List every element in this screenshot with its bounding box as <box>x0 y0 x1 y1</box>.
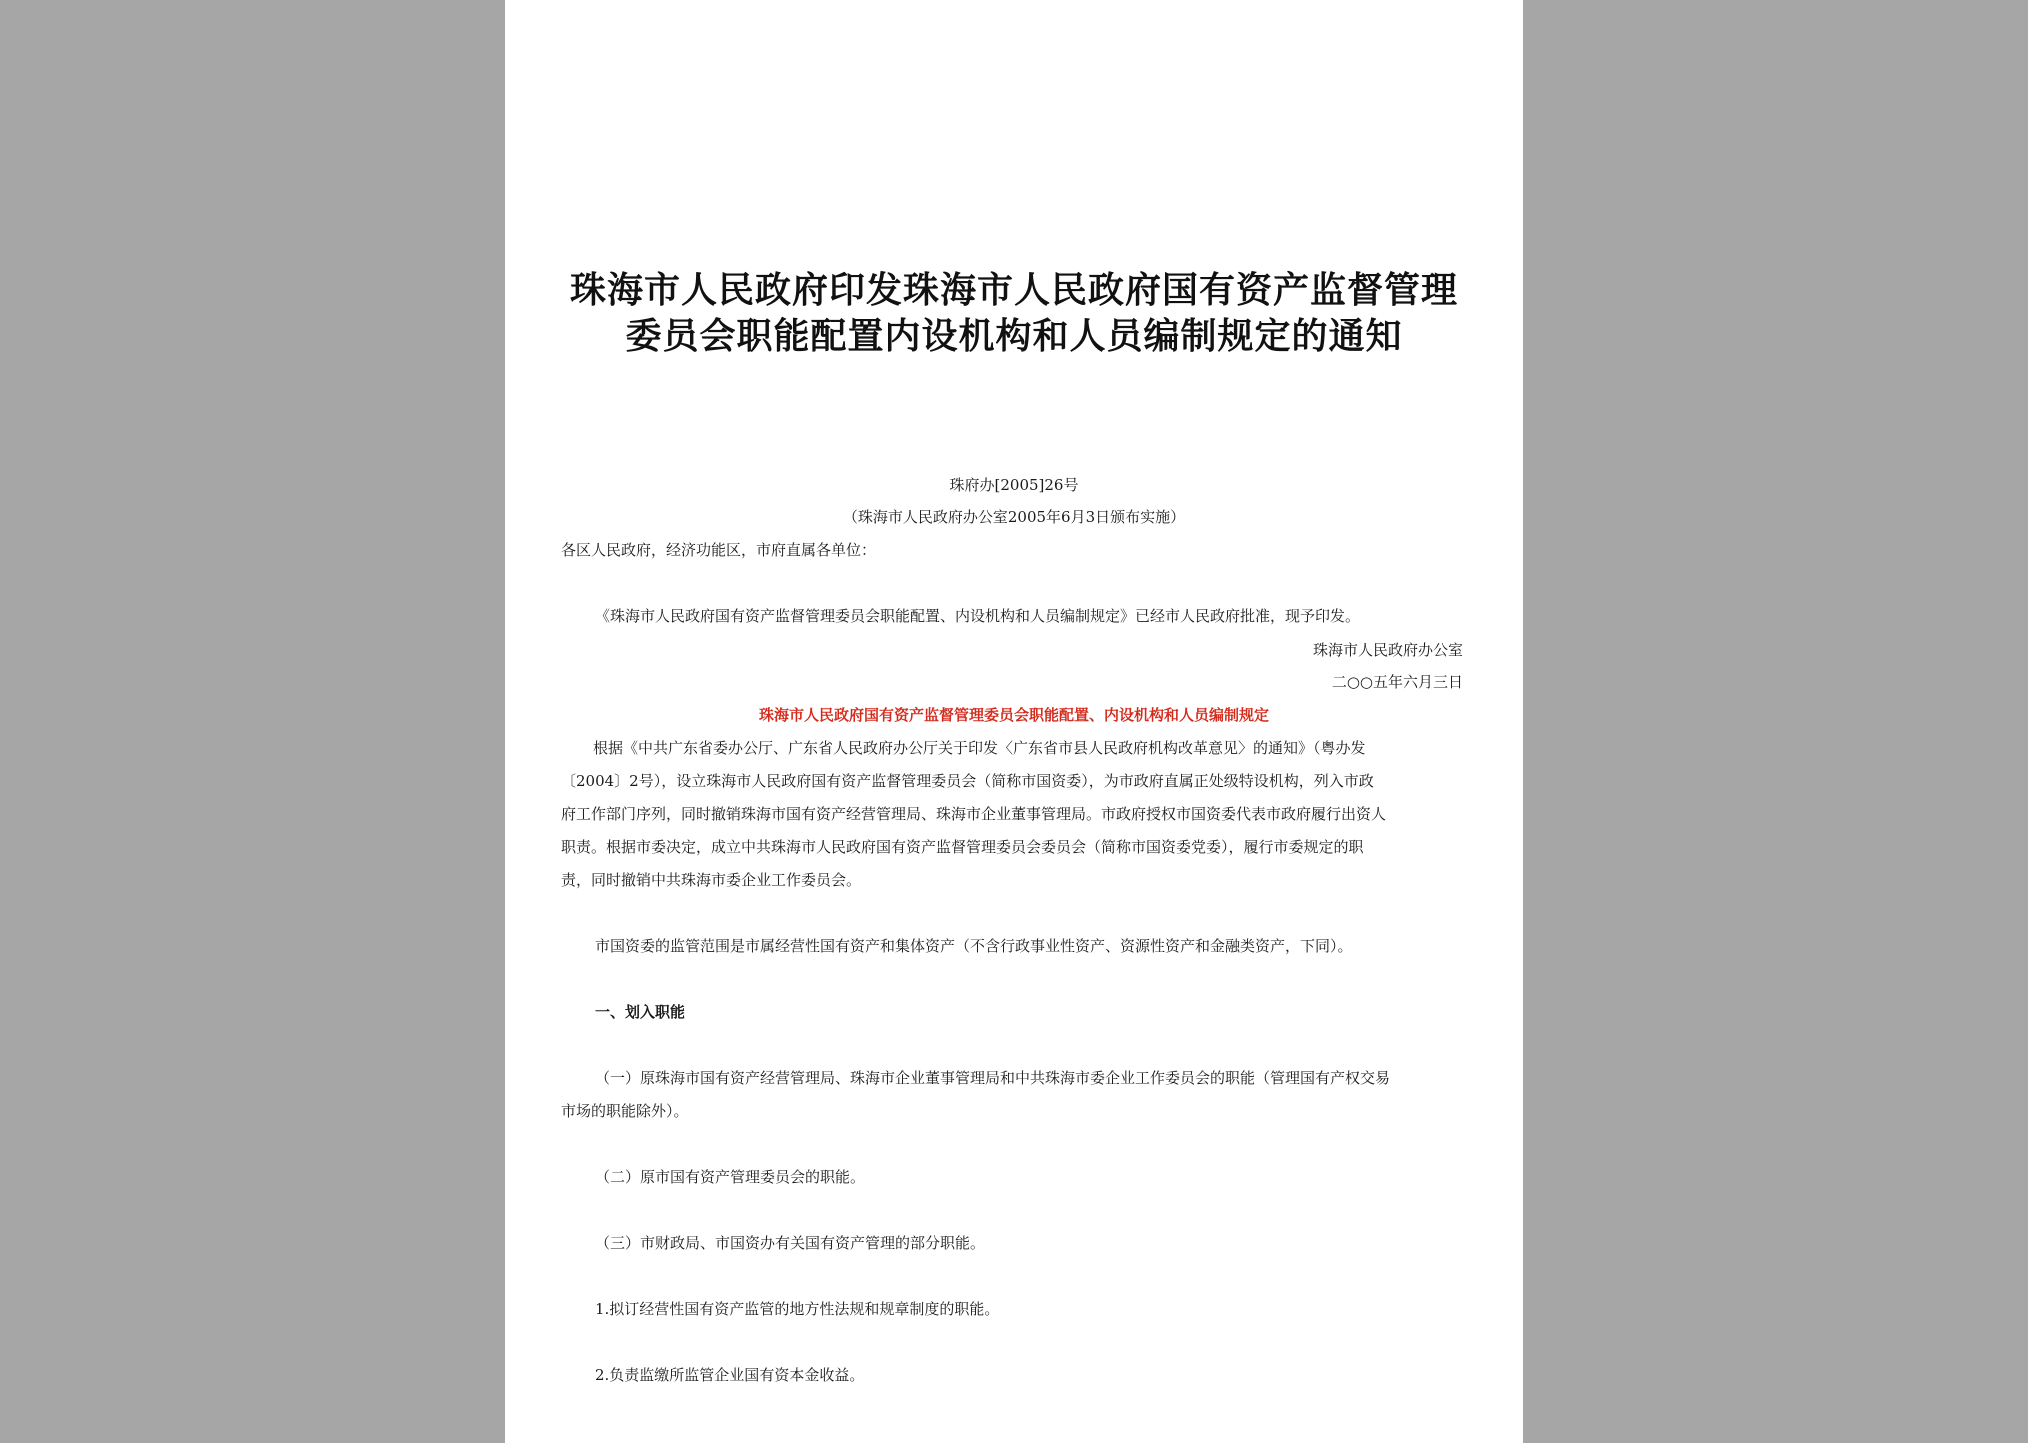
sub-item-2: 2.负责监缴所监管企业国有资本金收益。 <box>595 1366 865 1384</box>
item-3: （三）市财政局、市国资办有关国有资产管理的部分职能。 <box>595 1234 986 1252</box>
issue-date: 二○○五年六月三日 <box>1331 673 1463 691</box>
document-title-line-1: 珠海市人民政府印发珠海市人民政府国有资产监督管理 <box>569 269 1458 311</box>
document-title-line-2: 委员会职能配置内设机构和人员编制规定的通知 <box>625 315 1403 357</box>
para1-line-2: 〔2004〕2号），设立珠海市人民政府国有资产监督管理委员会（简称市国资委），为市政府直属正处级特设机构，列入市政 <box>561 772 1374 790</box>
regulation-subtitle: 珠海市人民政府国有资产监督管理委员会职能配置、内设机构和人员编制规定 <box>758 706 1269 724</box>
addressee: 各区人民政府，经济功能区，市府直属各单位： <box>561 541 877 559</box>
issuer-signature: 珠海市人民政府办公室 <box>1312 641 1463 659</box>
item-1-line-1: （一）原珠海市国有资产经营管理局、珠海市企业董事管理局和中共珠海市委企业工作委员会的职能（管理国有产权交易 <box>595 1069 1391 1087</box>
item-2: （二）原市国有资产管理委员会的职能。 <box>595 1168 866 1186</box>
sub-item-1: 1.拟订经营性国有资产监管的地方性法规和规章制度的职能。 <box>595 1300 1000 1318</box>
para1-line-3: 府工作部门序列，同时撤销珠海市国有资产经营管理局、珠海市企业董事管理局。市政府授权市国资委代表市政府履行出资人 <box>561 805 1387 823</box>
para1-line-4: 职责。根据市委决定，成立中共珠海市人民政府国有资产监督管理委员会委员会（简称市国资委党委），履行市委规定的职 <box>561 838 1364 856</box>
document-number: 珠府办[2005]26号 <box>949 476 1079 494</box>
item-1-line-2: 市场的职能除外）。 <box>561 1102 689 1120</box>
notice-body: 《珠海市人民政府国有资产监督管理委员会职能配置、内设机构和人员编制规定》已经市人民政府批准，现予印发。 <box>595 607 1361 625</box>
para1-line-1: 根据《中共广东省委办公厅、广东省人民政府办公厅关于印发〈广东省市县人民政府机构改革意见〉的通知》（粤办发 <box>593 739 1366 757</box>
document-page <box>505 0 1523 1443</box>
para2: 市国资委的监管范围是市属经营性国有资产和集体资产（不含行政事业性资产、资源性资产和金融类资产，下同）。 <box>595 937 1353 955</box>
section-1-heading: 一、划入职能 <box>595 1003 686 1021</box>
para1-line-5: 责，同时撤销中共珠海市委企业工作委员会。 <box>561 871 862 889</box>
issued-note: （珠海市人民政府办公室2005年6月3日颁布实施） <box>842 508 1186 526</box>
